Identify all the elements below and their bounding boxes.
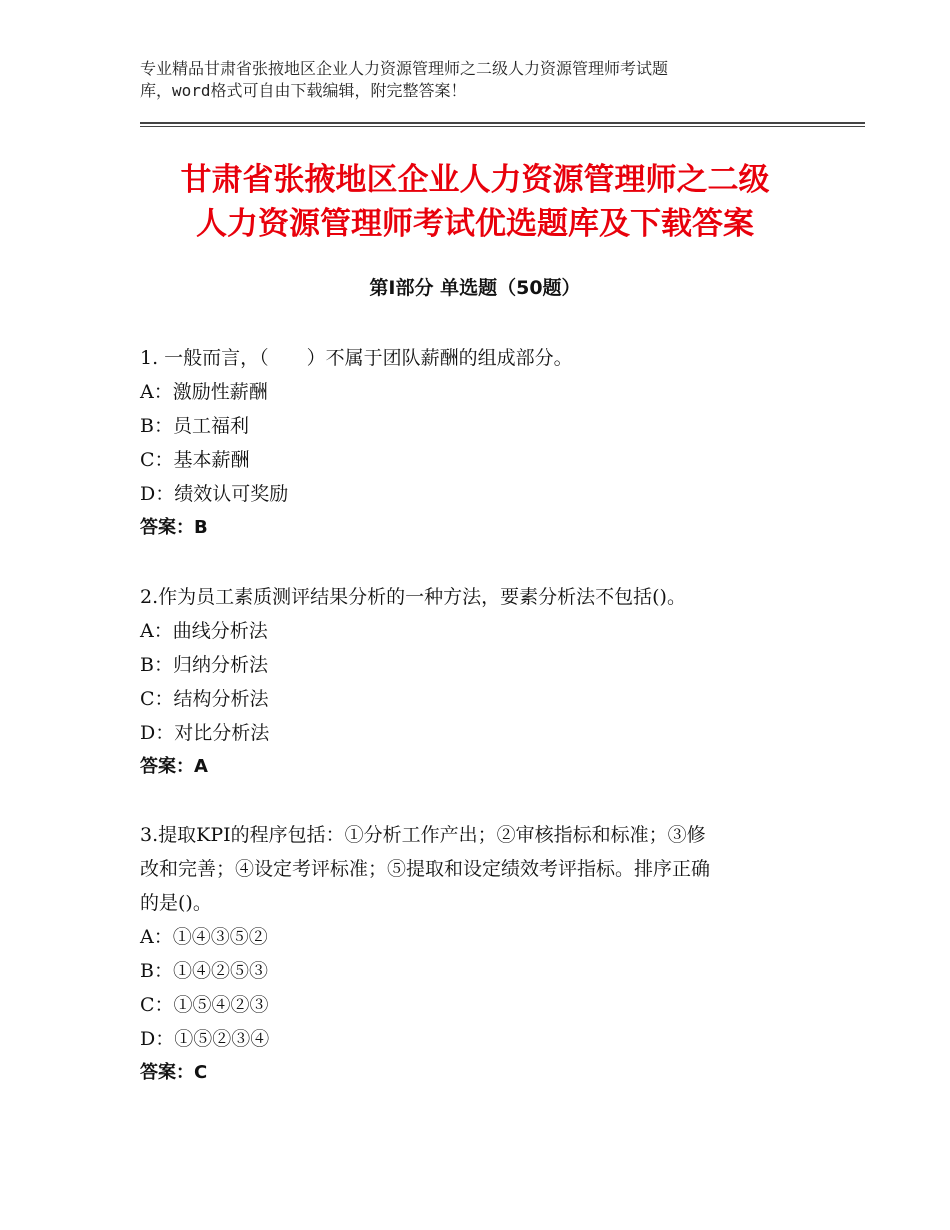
- question-stem: 2.作为员工素质测评结果分析的一种方法，要素分析法不包括()。: [140, 586, 686, 608]
- option-d: D：对比分析法: [140, 722, 270, 744]
- header-divider-thick: [140, 122, 865, 124]
- option-d: D：绩效认可奖励: [140, 483, 289, 505]
- header-note-line-1: 专业精品甘肃省张掖地区企业人力资源管理师之二级人力资源管理师考试题: [140, 59, 669, 78]
- option-b: B：①④②⑤③: [140, 960, 268, 982]
- option-a: A：曲线分析法: [140, 620, 268, 642]
- document-title-line-2: 人力资源管理师考试优选题库及下载答案: [196, 206, 754, 242]
- answer: 答案：C: [140, 1062, 208, 1083]
- header-divider-thin: [140, 126, 865, 127]
- answer: 答案：A: [140, 756, 208, 777]
- option-b: B：归纳分析法: [140, 654, 268, 676]
- option-a: A：①④③⑤②: [140, 926, 268, 948]
- option-c: C：①⑤④②③: [140, 994, 269, 1016]
- question-stem-line-3: 的是()。: [140, 892, 212, 914]
- option-c: C：结构分析法: [140, 688, 269, 710]
- question-1: [140, 341, 800, 545]
- option-a: A：激励性薪酬: [140, 381, 268, 403]
- header-note-line-2: 库，word格式可自由下载编辑，附完整答案！: [140, 81, 467, 100]
- option-d: D：①⑤②③④: [140, 1028, 270, 1050]
- question-stem-line-1: 3.提取KPI的程序包括：①分析工作产出；②审核指标和标准；③修: [140, 824, 706, 846]
- question-3: [140, 818, 800, 1090]
- option-c: C：基本薪酬: [140, 449, 250, 471]
- question-stem-line-2: 改和完善；④设定考评标准；⑤提取和设定绩效考评指标。排序正确: [140, 858, 711, 880]
- answer: 答案：B: [140, 517, 208, 538]
- document-header-note: [140, 58, 780, 102]
- document-title: [100, 158, 850, 246]
- question-stem: 1. 一般而言，（ ）不属于团队薪酬的组成部分。: [140, 347, 573, 369]
- section-title: 第Ⅰ部分 单选题（50题）: [369, 277, 581, 299]
- question-2: [140, 580, 800, 784]
- option-b: B：员工福利: [140, 415, 249, 437]
- document-title-line-1: 甘肃省张掖地区企业人力资源管理师之二级: [180, 162, 770, 198]
